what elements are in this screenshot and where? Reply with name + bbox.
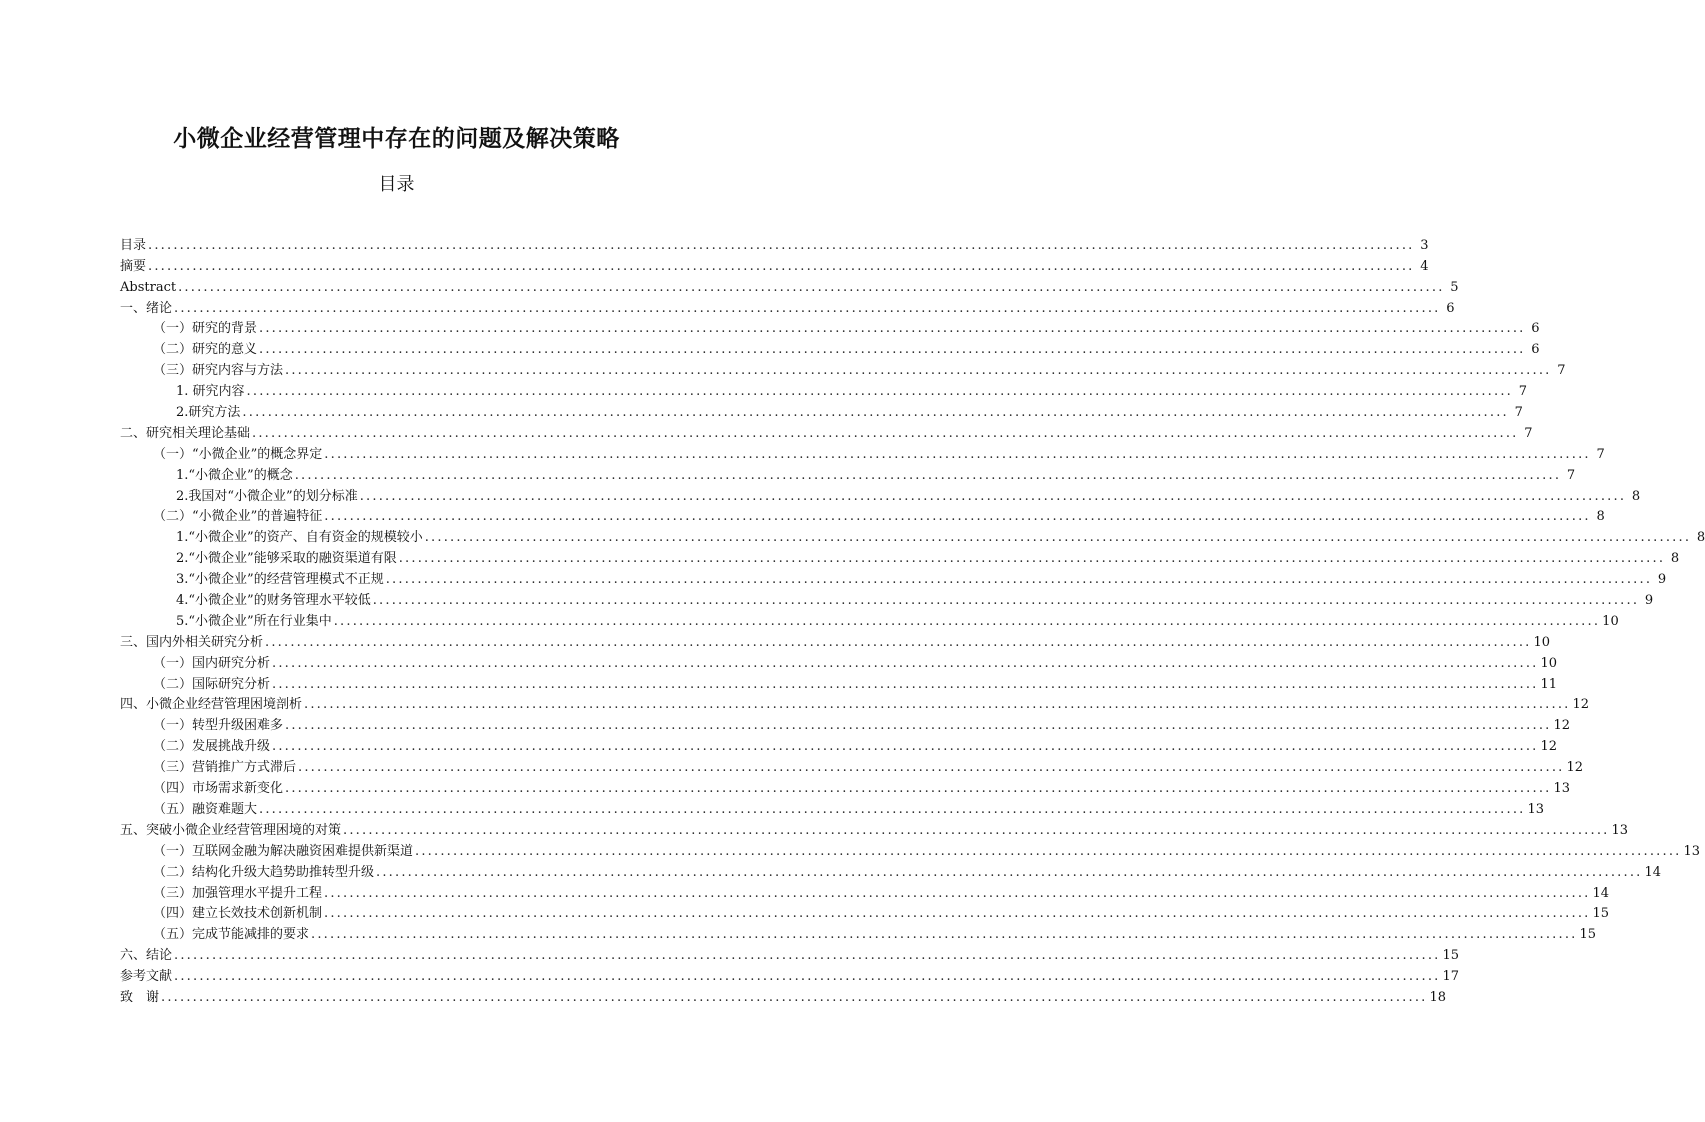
toc-leader-dots: ........................................................................................................................................................................................................ — [324, 509, 1591, 525]
toc-leader-dots: ........................................................................................................................................................................................................ — [385, 572, 1653, 588]
toc-entry[interactable] — [120, 693, 1590, 714]
toc-entry[interactable] — [120, 651, 1558, 672]
toc-page-number: 15 — [1579, 927, 1597, 943]
toc-entry-label: 二、研究相关理论基础 — [120, 425, 251, 441]
toc-entry-label: 摘要 — [120, 258, 147, 274]
toc-page-number: 12 — [1566, 760, 1584, 776]
toc-leader-dots: ........................................................................................................................................................................................................ — [376, 864, 1643, 880]
toc-entry-label: 2.研究方法 — [176, 405, 241, 421]
toc-entry[interactable] — [120, 839, 1701, 860]
toc-entry-label: （二）发展挑战升级 — [153, 739, 271, 755]
toc-leader-dots: ........................................................................................................................................................................................................ — [285, 781, 1552, 797]
toc-entry[interactable] — [120, 254, 1429, 275]
toc-entry[interactable] — [120, 400, 1523, 421]
toc-leader-dots: ........................................................................................................................................................................................................ — [148, 237, 1415, 253]
toc-entry[interactable] — [120, 525, 1705, 546]
toc-entry-label: 2.“小微企业”能够采取的融资渠道有限 — [176, 551, 397, 567]
toc-page-number: 18 — [1429, 989, 1447, 1005]
toc-page-number: 10 — [1533, 634, 1551, 650]
toc-entry[interactable] — [120, 755, 1584, 776]
toc-page-number: 13 — [1683, 843, 1701, 859]
toc-page-number: 14 — [1592, 885, 1610, 901]
toc-entry[interactable] — [120, 546, 1680, 567]
toc-page-number: 10 — [1540, 655, 1558, 671]
toc-entry-label: 五、突破小微企业经营管理困境的对策 — [120, 822, 342, 838]
toc-entry[interactable] — [120, 964, 1460, 985]
toc-entry-label: 一、绪论 — [120, 300, 173, 316]
table-of-contents — [120, 233, 1705, 1006]
toc-page-number: 12 — [1553, 718, 1571, 734]
toc-entry-label: （三）营销推广方式滞后 — [153, 760, 297, 776]
toc-entry-label: 1.“小微企业”的资产、自有资金的规模较小 — [176, 530, 423, 546]
toc-page-number: 7 — [1518, 384, 1528, 400]
toc-entry-label: 3.“小微企业”的经营管理模式不正规 — [176, 572, 384, 588]
toc-entry[interactable] — [120, 734, 1558, 755]
toc-entry-label: （二）“小微企业”的普遍特征 — [153, 509, 323, 525]
toc-page-number: 3 — [1420, 237, 1429, 253]
toc-entry-label: （五）完成节能减排的要求 — [153, 927, 310, 943]
toc-entry-label: （二）国际研究分析 — [153, 676, 271, 692]
toc-page-number: 7 — [1524, 425, 1533, 441]
toc-entry-label: 致 谢 — [120, 989, 160, 1005]
toc-entry[interactable] — [120, 421, 1533, 442]
toc-leader-dots: ........................................................................................................................................................................................................ — [304, 697, 1571, 713]
toc-leader-dots: ........................................................................................................................................................................................................ — [343, 822, 1610, 838]
toc-leader-dots: ........................................................................................................................................................................................................ — [259, 342, 1526, 358]
toc-leader-dots: ........................................................................................................................................................................................................ — [272, 676, 1539, 692]
toc-entry-label: 4.“小微企业”的财务管理水平较低 — [176, 593, 371, 609]
toc-page-number: 8 — [1670, 551, 1680, 567]
toc-entry-label: （二）结构化升级大趋势助推转型升级 — [153, 864, 375, 880]
toc-leader-dots: ........................................................................................................................................................................................................ — [252, 425, 1519, 441]
toc-leader-dots: ........................................................................................................................................................................................................ — [285, 363, 1552, 379]
toc-leader-dots: ........................................................................................................................................................................................................ — [174, 300, 1441, 316]
toc-entry[interactable] — [120, 776, 1571, 797]
toc-leader-dots: ........................................................................................................................................................................................................ — [333, 613, 1601, 629]
toc-leader-dots: ........................................................................................................................................................................................................ — [372, 593, 1640, 609]
toc-entry[interactable] — [120, 379, 1528, 400]
toc-entry[interactable] — [120, 860, 1662, 881]
toc-entry[interactable] — [120, 672, 1558, 693]
toc-entry[interactable] — [120, 358, 1566, 379]
toc-page-number: 5 — [1450, 279, 1459, 295]
toc-leader-dots: ........................................................................................................................................................................................................ — [272, 655, 1539, 671]
toc-entry-label: 目录 — [120, 237, 147, 253]
toc-entry[interactable] — [120, 797, 1545, 818]
toc-entry-label: 1.“小微企业”的概念 — [176, 467, 293, 483]
toc-page-number: 17 — [1442, 969, 1460, 985]
toc-leader-dots: ........................................................................................................................................................................................................ — [272, 739, 1539, 755]
toc-page-number: 13 — [1527, 801, 1545, 817]
toc-leader-dots: ........................................................................................................................................................................................................ — [359, 488, 1627, 504]
toc-page-number: 6 — [1531, 321, 1540, 337]
toc-page-number: 4 — [1420, 258, 1429, 274]
toc-entry-label: （四）建立长效技术创新机制 — [153, 906, 323, 922]
toc-leader-dots: ........................................................................................................................................................................................................ — [424, 530, 1692, 546]
toc-page-number: 8 — [1696, 530, 1705, 546]
toc-leader-dots: ........................................................................................................................................................................................................ — [174, 969, 1441, 985]
toc-leader-dots: ........................................................................................................................................................................................................ — [311, 927, 1578, 943]
toc-entry[interactable] — [120, 818, 1629, 839]
toc-entry-label: 三、国内外相关研究分析 — [120, 634, 264, 650]
toc-entry[interactable] — [120, 713, 1571, 734]
toc-page-number: 6 — [1446, 300, 1455, 316]
toc-leader-dots: ........................................................................................................................................................................................................ — [259, 321, 1526, 337]
toc-entry-label: 参考文献 — [120, 969, 173, 985]
toc-entry-label: （一）国内研究分析 — [153, 655, 271, 671]
toc-entry[interactable] — [120, 275, 1459, 296]
toc-entry[interactable] — [120, 484, 1641, 505]
toc-page-number: 7 — [1557, 363, 1566, 379]
toc-leader-dots: ........................................................................................................................................................................................................ — [415, 843, 1682, 859]
toc-page-number: 15 — [1592, 906, 1610, 922]
toc-leader-dots: ........................................................................................................................................................................................................ — [246, 384, 1514, 400]
toc-leader-dots: ........................................................................................................................................................................................................ — [324, 906, 1591, 922]
toc-page-number: 9 — [1657, 572, 1667, 588]
toc-entry-label: （一）研究的背景 — [153, 321, 258, 337]
toc-entry[interactable] — [120, 902, 1610, 923]
toc-leader-dots: ........................................................................................................................................................................................................ — [398, 551, 1666, 567]
toc-entry[interactable] — [120, 442, 1605, 463]
toc-page-number: 11 — [1540, 676, 1558, 692]
toc-page-number: 13 — [1553, 781, 1571, 797]
toc-entry[interactable] — [120, 922, 1597, 943]
toc-leader-dots: ........................................................................................................................................................................................................ — [174, 948, 1441, 964]
toc-entry[interactable] — [120, 609, 1619, 630]
toc-entry-label: 5.“小微企业”所在行业集中 — [176, 613, 332, 629]
toc-leader-dots: ........................................................................................................................................................................................................ — [161, 989, 1428, 1005]
toc-entry-label: （五）融资难题大 — [153, 801, 258, 817]
toc-leader-dots: ........................................................................................................................................................................................................ — [259, 801, 1526, 817]
toc-leader-dots: ........................................................................................................................................................................................................ — [178, 279, 1445, 295]
toc-entry[interactable] — [120, 296, 1455, 317]
toc-page-number: 12 — [1540, 739, 1558, 755]
toc-leader-dots: ........................................................................................................................................................................................................ — [148, 258, 1415, 274]
toc-entry-label: （三）研究内容与方法 — [153, 363, 284, 379]
toc-entry-label: 1. 研究内容 — [176, 384, 245, 400]
toc-page-number: 6 — [1531, 342, 1540, 358]
toc-page-number: 8 — [1596, 509, 1605, 525]
toc-entry[interactable] — [120, 463, 1576, 484]
document-title: 小微企业经营管理中存在的问题及解决策略 — [173, 126, 620, 152]
toc-page-number: 13 — [1611, 822, 1629, 838]
toc-leader-dots: ........................................................................................................................................................................................................ — [324, 446, 1591, 462]
toc-page-number: 12 — [1572, 697, 1590, 713]
toc-leader-dots: ........................................................................................................................................................................................................ — [294, 467, 1562, 483]
toc-entry[interactable] — [120, 943, 1460, 964]
toc-page-number: 8 — [1631, 488, 1641, 504]
toc-entry-label: （一）“小微企业”的概念界定 — [153, 446, 323, 462]
toc-entry[interactable] — [120, 337, 1540, 358]
toc-entry-label: （一）互联网金融为解决融资困难提供新渠道 — [153, 843, 414, 859]
toc-entry-label: （四）市场需求新变化 — [153, 781, 284, 797]
toc-entry-label: Abstract — [120, 279, 177, 295]
toc-page-number: 7 — [1596, 446, 1605, 462]
toc-page-number: 15 — [1442, 948, 1460, 964]
toc-page-number: 9 — [1644, 593, 1654, 609]
toc-page-number: 10 — [1602, 613, 1619, 629]
toc-entry[interactable] — [120, 985, 1447, 1006]
toc-heading: 目录 — [378, 174, 415, 195]
toc-entry[interactable] — [120, 630, 1551, 651]
toc-entry-label: 2.我国对“小微企业”的划分标准 — [176, 488, 358, 504]
toc-entry[interactable] — [120, 881, 1610, 902]
toc-entry-label: 四、小微企业经营管理困境剖析 — [120, 697, 303, 713]
toc-entry[interactable] — [120, 505, 1605, 526]
toc-entry[interactable] — [120, 233, 1429, 254]
toc-leader-dots: ........................................................................................................................................................................................................ — [285, 718, 1552, 734]
toc-leader-dots: ........................................................................................................................................................................................................ — [298, 760, 1565, 776]
toc-page-number: 7 — [1566, 467, 1576, 483]
toc-entry-label: （三）加强管理水平提升工程 — [153, 885, 323, 901]
toc-entry-label: （二）研究的意义 — [153, 342, 258, 358]
toc-page-number: 7 — [1514, 405, 1523, 421]
toc-page-number: 14 — [1644, 864, 1662, 880]
toc-entry[interactable] — [120, 317, 1540, 338]
toc-leader-dots: ........................................................................................................................................................................................................ — [265, 634, 1532, 650]
toc-entry-label: 六、结论 — [120, 948, 173, 964]
toc-entry[interactable] — [120, 567, 1667, 588]
toc-entry-label: （一）转型升级困难多 — [153, 718, 284, 734]
toc-entry[interactable] — [120, 588, 1654, 609]
toc-leader-dots: ........................................................................................................................................................................................................ — [242, 405, 1509, 421]
toc-leader-dots: ........................................................................................................................................................................................................ — [324, 885, 1591, 901]
